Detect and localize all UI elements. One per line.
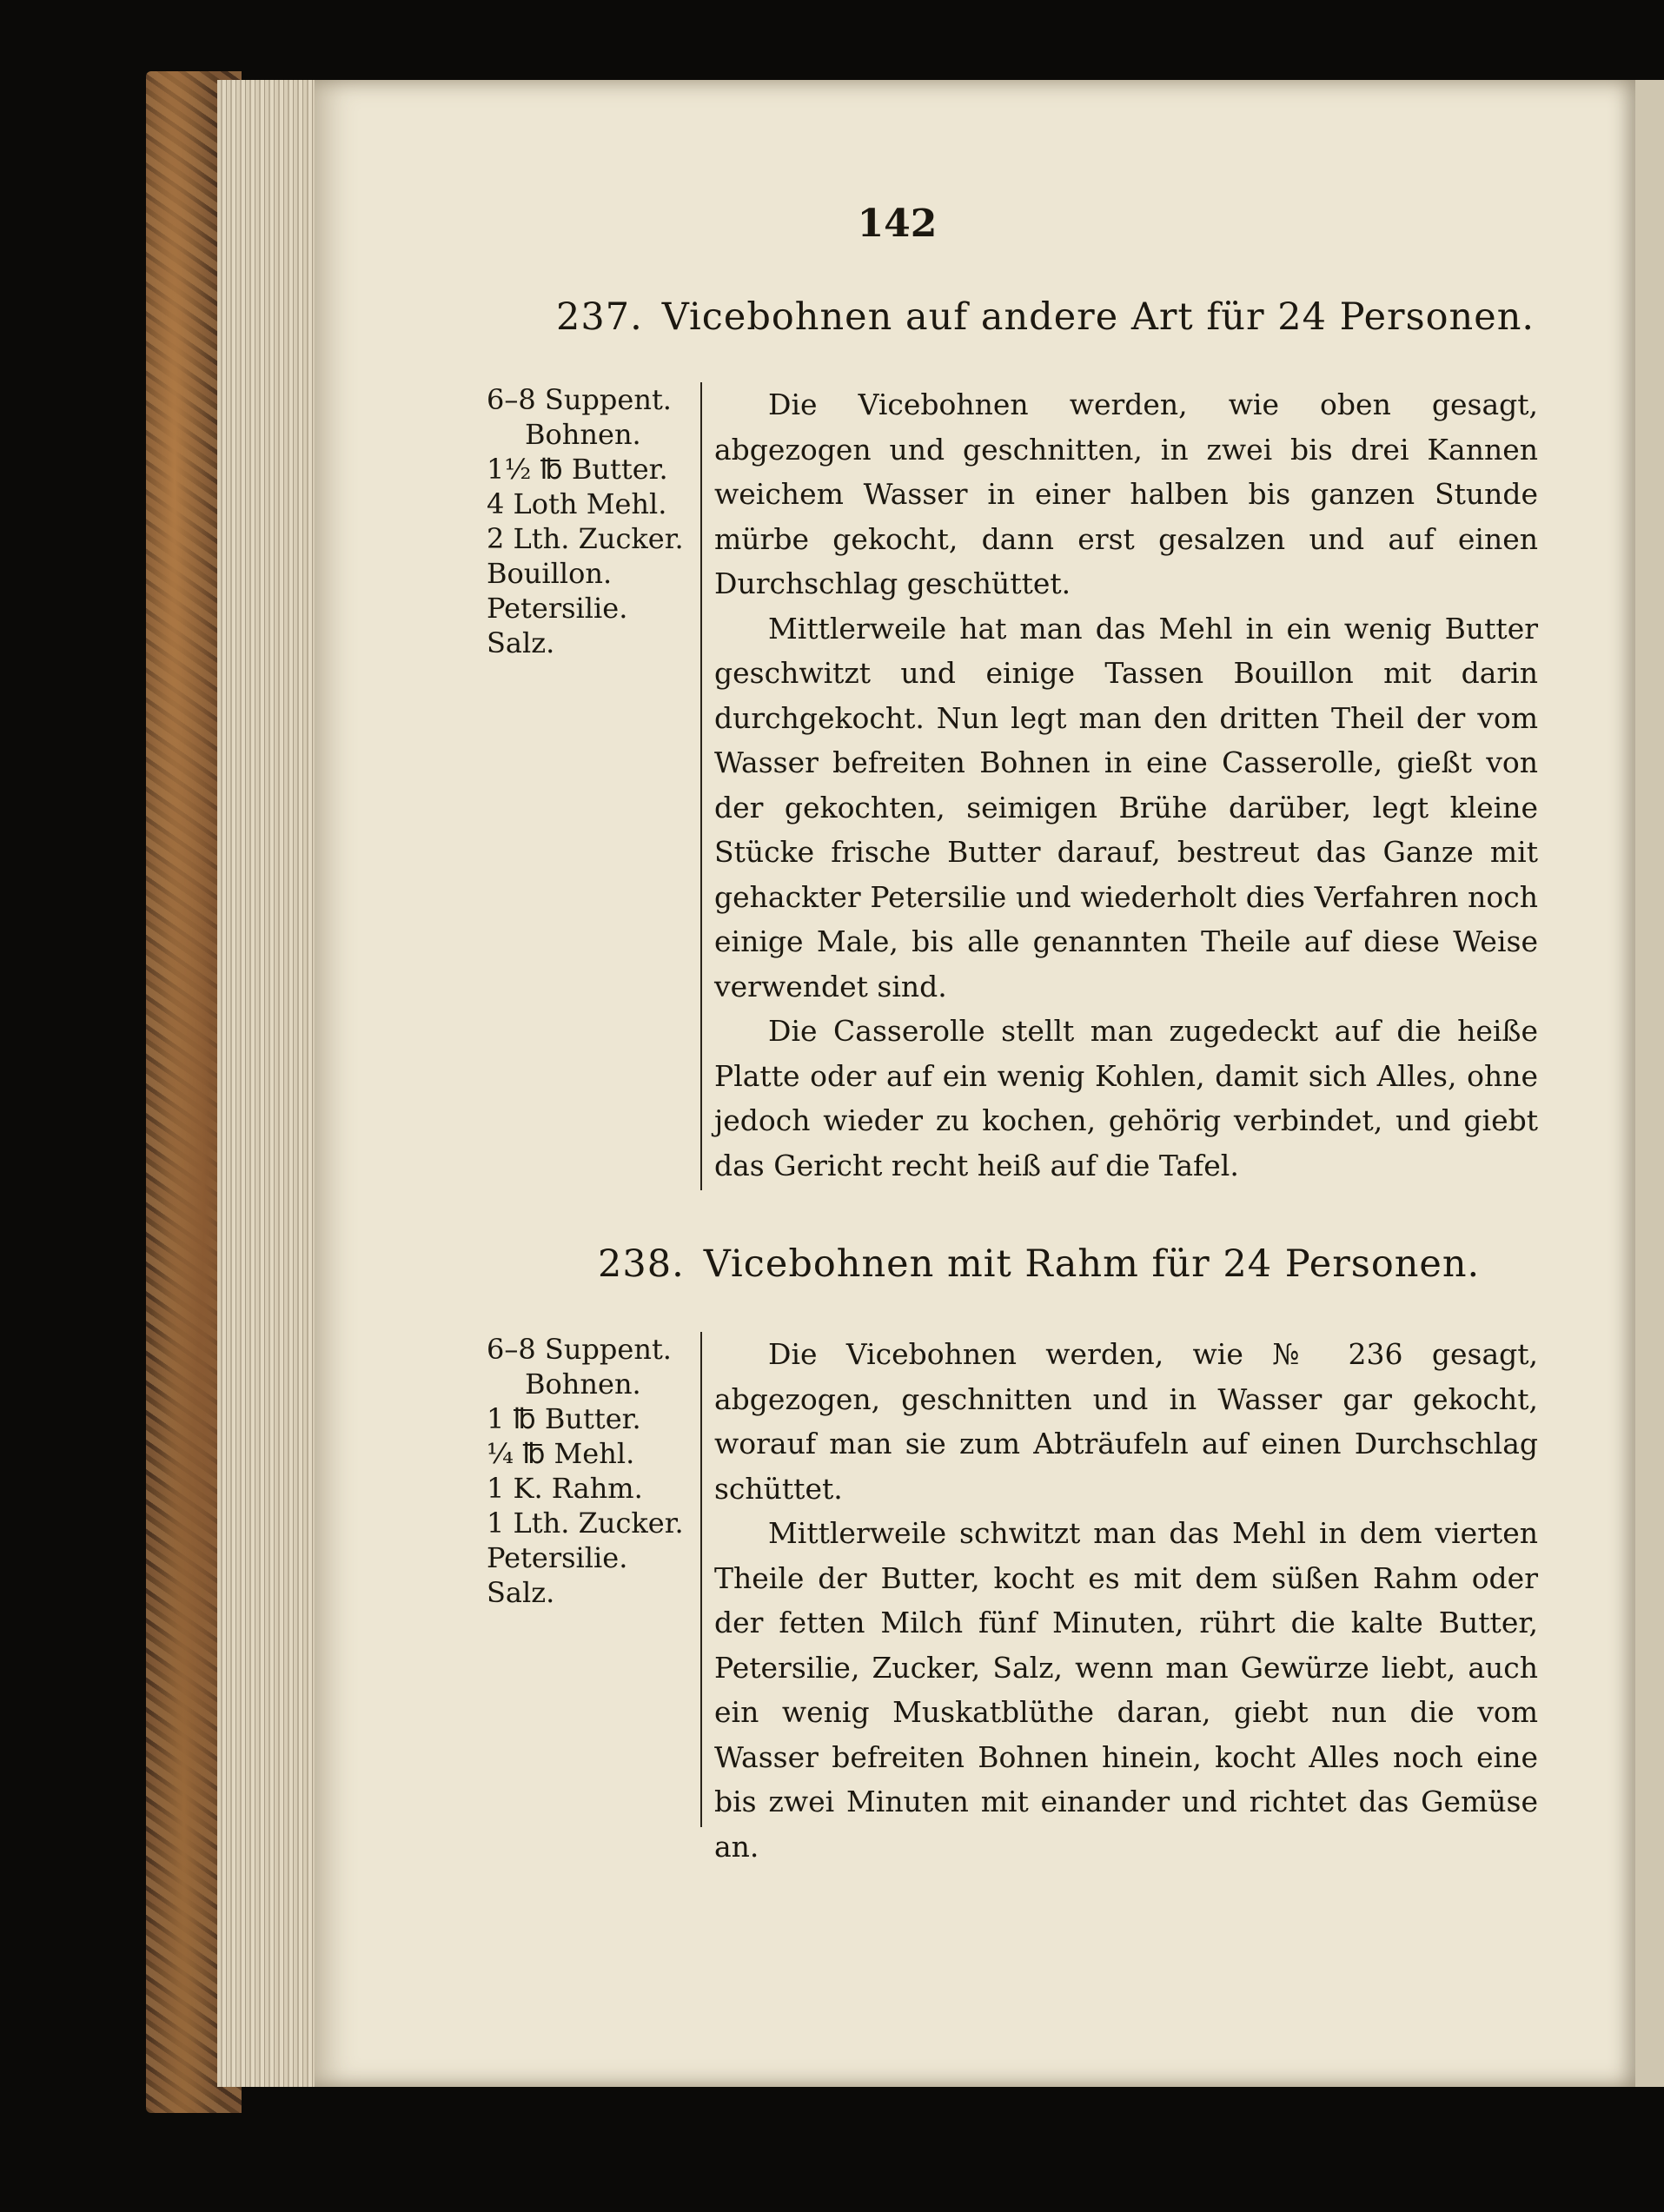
paragraph: Die Vicebohnen werden, wie № 236 gesagt, abgezogen, geschnitten und in Wasser gar gekocht, worauf man sie zum Abträufeln auf einen Durchschlag schüttet. <box>714 1337 1538 1506</box>
next-page-edge <box>1635 80 1664 2087</box>
ingredient-item: 1 K. Rahm. <box>487 1472 643 1505</box>
recipe-238-heading <box>598 1242 1480 1286</box>
paragraph: Die Vicebohnen werden, wie oben gesagt, abgezogen und geschnitten, in zwei bis drei Kannen weichem Wasser in einer halben bis ganzen Stunde mürbe gekocht, dann erst gesalzen und auf einen Durchschlag geschüttet. <box>714 387 1538 600</box>
ingredient-item: Bohnen. <box>525 1368 641 1401</box>
ingredient-item: Petersilie. <box>487 592 628 625</box>
ingredient-item: 6–8 Suppent. <box>487 383 672 416</box>
ingredient-item: Bohnen. <box>525 418 641 451</box>
ingredient-item: 1½ ℔ Butter. <box>487 453 668 486</box>
column-divider <box>700 1332 702 1827</box>
page-edges <box>217 80 320 2087</box>
recipe-237-heading <box>556 295 1535 339</box>
recipe-238-title: Vicebohnen mit Rahm für 24 Personen. <box>703 1242 1481 1286</box>
recipe-238-text <box>714 1332 1538 1869</box>
ingredient-item: 2 Lth. Zucker. <box>487 522 684 555</box>
ingredient-item: 6–8 Suppent. <box>487 1333 672 1366</box>
paragraph: Die Casserolle stellt man zugedeckt auf die heiße Platte oder auf ein wenig Kohlen, damit sich Alles, ohne jedoch wieder zu kochen, gehörig verbindet, und giebt das Gericht recht heiß auf die Tafel. <box>714 1014 1538 1182</box>
ingredient-item: 4 Loth Mehl. <box>487 487 667 520</box>
recipe-237-ingredients <box>487 382 695 660</box>
recipe-238-number: 238. <box>598 1242 685 1286</box>
ingredient-item: Salz. <box>487 626 555 659</box>
recipe-237-number: 237. <box>556 295 643 339</box>
paragraph: Mittlerweile schwitzt man das Mehl in dem vierten Theile der Butter, kocht es mit dem süßen Rahm oder der fetten Milch fünf Minuten, rührt die kalte Butter, Petersilie, Zucker, Salz, wenn man Gewürze liebt, auch ein wenig Muskatblüthe daran, giebt nun die vom Wasser befreiten Bohnen hinein, kocht Alles noch eine bis zwei Minuten mit einander und richtet das Gemüse an. <box>714 1516 1538 1864</box>
recipe-237-text <box>714 382 1538 1188</box>
ingredient-item: Petersilie. <box>487 1541 628 1574</box>
column-divider <box>700 382 702 1190</box>
ingredient-item: 1 ℔ Butter. <box>487 1402 641 1435</box>
recipe-237-title: Vicebohnen auf andere Art für 24 Personen. <box>661 295 1535 339</box>
page-number: 142 <box>857 202 938 246</box>
ingredient-item: ¼ ℔ Mehl. <box>487 1437 635 1470</box>
paragraph: Mittlerweile hat man das Mehl in ein wenig Butter geschwitzt und einige Tassen Bouillon mit darin durchgekocht. Nun legt man den dritten Theil der vom Wasser befreiten Bohnen in eine Casserolle, gießt von der gekochten, seimigen Brühe darüber, legt kleine Stücke frische Butter darauf, bestreut das Ganze mit gehackter Petersilie und wiederholt dies Verfahren noch einige Male, bis alle genannten Theile auf diese Weise verwendet sind. <box>714 611 1538 1003</box>
ingredient-item: 1 Lth. Zucker. <box>487 1507 684 1540</box>
ingredient-item: Salz. <box>487 1576 555 1609</box>
recipe-238-ingredients <box>487 1332 695 1610</box>
ingredient-item: Bouillon. <box>487 557 613 590</box>
